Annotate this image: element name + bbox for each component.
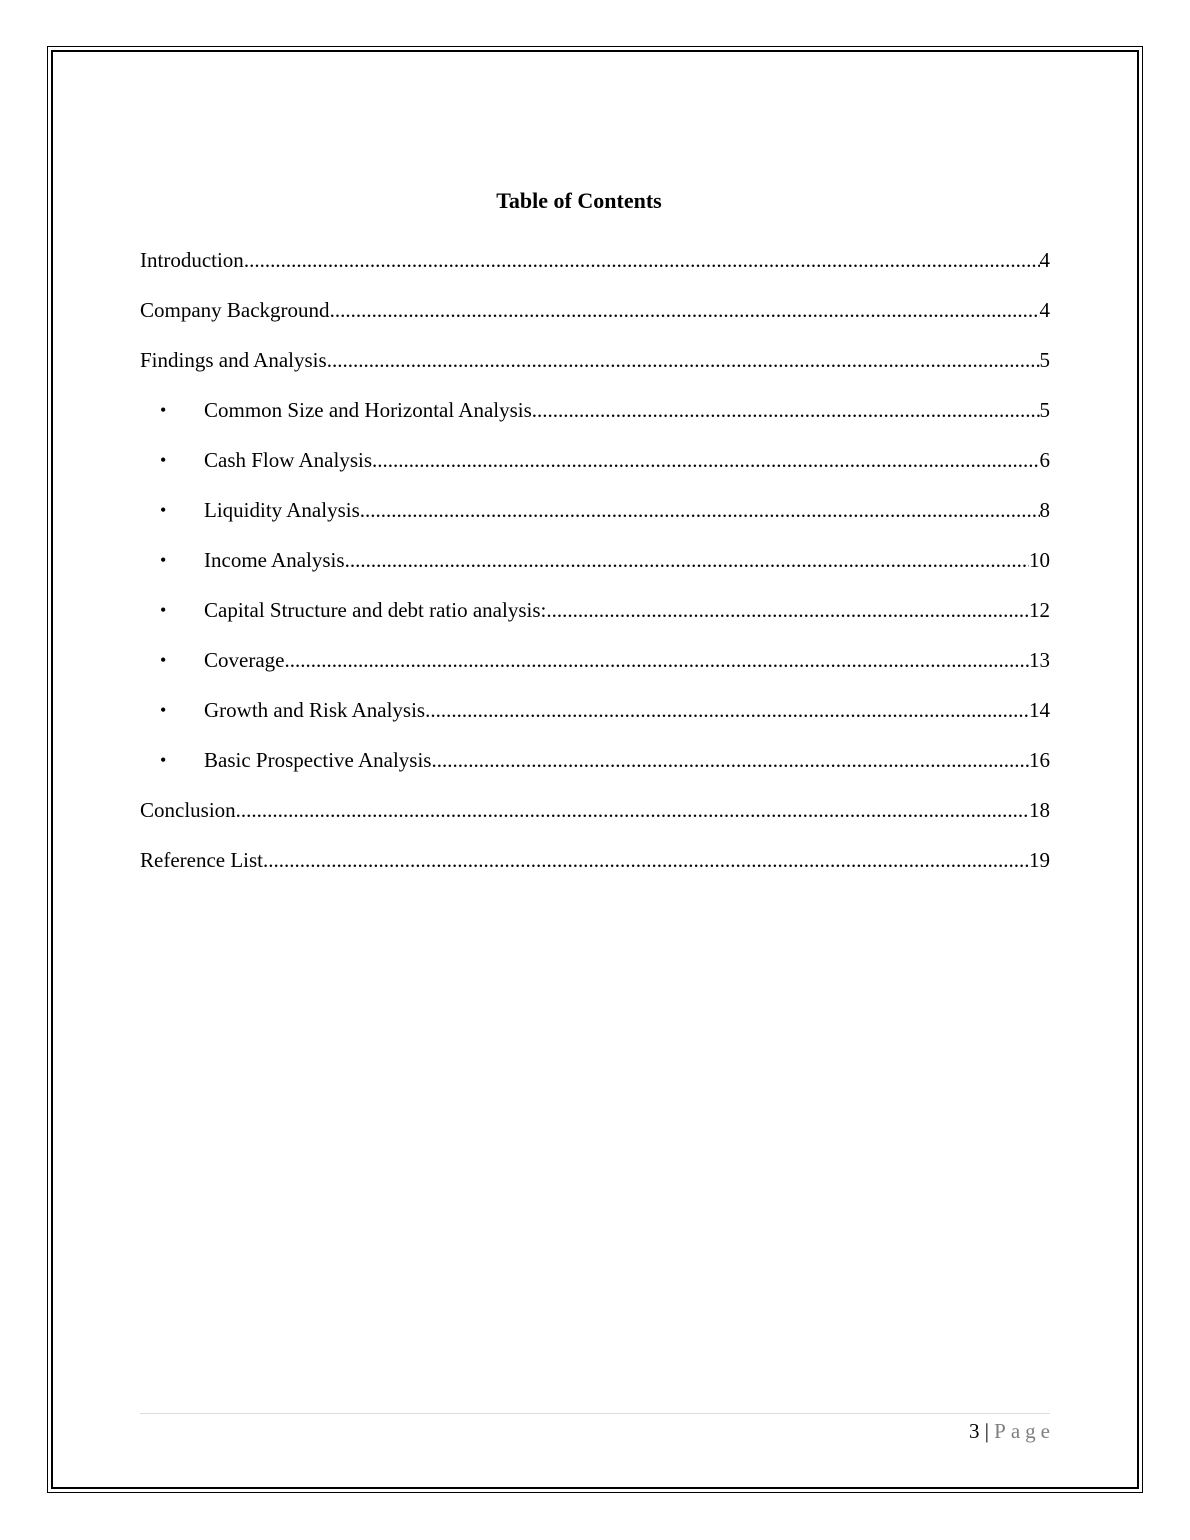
- toc-entry-label: Coverage: [204, 648, 285, 672]
- toc-entry-label: Conclusion: [140, 798, 236, 822]
- footer-page-number: 3: [968, 1419, 980, 1443]
- toc-entry-label: Introduction: [140, 248, 244, 272]
- toc-entry-page: 5: [1039, 398, 1050, 422]
- toc-leader: [284, 645, 1029, 675]
- toc-entry-page: 19: [1029, 848, 1050, 872]
- toc-leader: [546, 595, 1029, 625]
- toc-entry-capital-structure[interactable]: [140, 595, 1050, 645]
- toc-entry-page: 13: [1029, 648, 1050, 672]
- bullet-icon: •: [160, 450, 167, 470]
- toc-entry-page: 18: [1029, 798, 1050, 822]
- toc-entry-label: Liquidity Analysis: [204, 498, 360, 522]
- toc-leader: [263, 845, 1029, 875]
- toc-entry-label: Capital Structure and debt ratio analysis:: [204, 598, 547, 622]
- toc-title: Table of Contents: [496, 188, 662, 213]
- toc-entry-label: Cash Flow Analysis: [204, 448, 373, 472]
- toc-entry-page: 5: [1039, 348, 1050, 372]
- toc-entry-page: 8: [1039, 498, 1050, 522]
- bullet-icon: •: [160, 700, 167, 720]
- toc-entry-label: Basic Prospective Analysis: [204, 748, 432, 772]
- toc-entry-page: 12: [1029, 598, 1050, 622]
- toc-entry-liquidity[interactable]: [140, 495, 1050, 545]
- toc-entry-company-background[interactable]: [140, 295, 1050, 345]
- toc-entry-findings-and-analysis[interactable]: [140, 345, 1050, 395]
- toc-entry-conclusion[interactable]: [140, 795, 1050, 845]
- bullet-icon: •: [160, 750, 167, 770]
- toc-entry-page: 10: [1029, 548, 1050, 572]
- toc-entry-cash-flow[interactable]: [140, 445, 1050, 495]
- page-footer: [140, 1416, 1055, 1446]
- toc-leader: [327, 345, 1040, 375]
- toc-entry-label: Findings and Analysis: [140, 348, 327, 372]
- toc-leader: [372, 445, 1039, 475]
- footer-separator: |: [984, 1419, 989, 1443]
- bullet-icon: •: [160, 400, 167, 420]
- toc-leader: [244, 245, 1040, 275]
- toc-entry-page: 4: [1039, 298, 1050, 322]
- toc-entry-label: Income Analysis: [204, 548, 345, 572]
- bullet-icon: •: [160, 600, 167, 620]
- toc-leader: [425, 695, 1029, 725]
- toc-entry-page: 6: [1039, 448, 1050, 472]
- toc-entry-basic-prospective[interactable]: [140, 745, 1050, 795]
- toc-leader: [532, 395, 1040, 425]
- toc-leader: [431, 745, 1029, 775]
- toc-leader: [236, 795, 1029, 825]
- toc-entry-growth-risk[interactable]: [140, 695, 1050, 745]
- footer-page-label: Page: [994, 1419, 1055, 1443]
- bullet-icon: •: [160, 550, 167, 570]
- toc-entry-page: 16: [1029, 748, 1050, 772]
- toc-entry-label: Growth and Risk Analysis: [204, 698, 426, 722]
- toc-list: [140, 245, 1050, 895]
- toc-leader: [330, 295, 1040, 325]
- bullet-icon: •: [160, 650, 167, 670]
- toc-entry-label: Common Size and Horizontal Analysis: [204, 398, 532, 422]
- toc-entry-page: 4: [1039, 248, 1050, 272]
- toc-entry-coverage[interactable]: [140, 645, 1050, 695]
- toc-entry-introduction[interactable]: [140, 245, 1050, 295]
- toc-entry-label: Reference List: [140, 848, 264, 872]
- toc-entry-common-size-horizontal[interactable]: [140, 395, 1050, 445]
- toc-entry-label: Company Background: [140, 298, 330, 322]
- bullet-icon: •: [160, 500, 167, 520]
- toc-entry-page: 14: [1029, 698, 1050, 722]
- toc-leader: [345, 545, 1029, 575]
- footer-divider: [140, 1413, 1050, 1414]
- toc-entry-income[interactable]: [140, 545, 1050, 595]
- toc-entry-reference-list[interactable]: [140, 845, 1050, 895]
- toc-leader: [360, 495, 1040, 525]
